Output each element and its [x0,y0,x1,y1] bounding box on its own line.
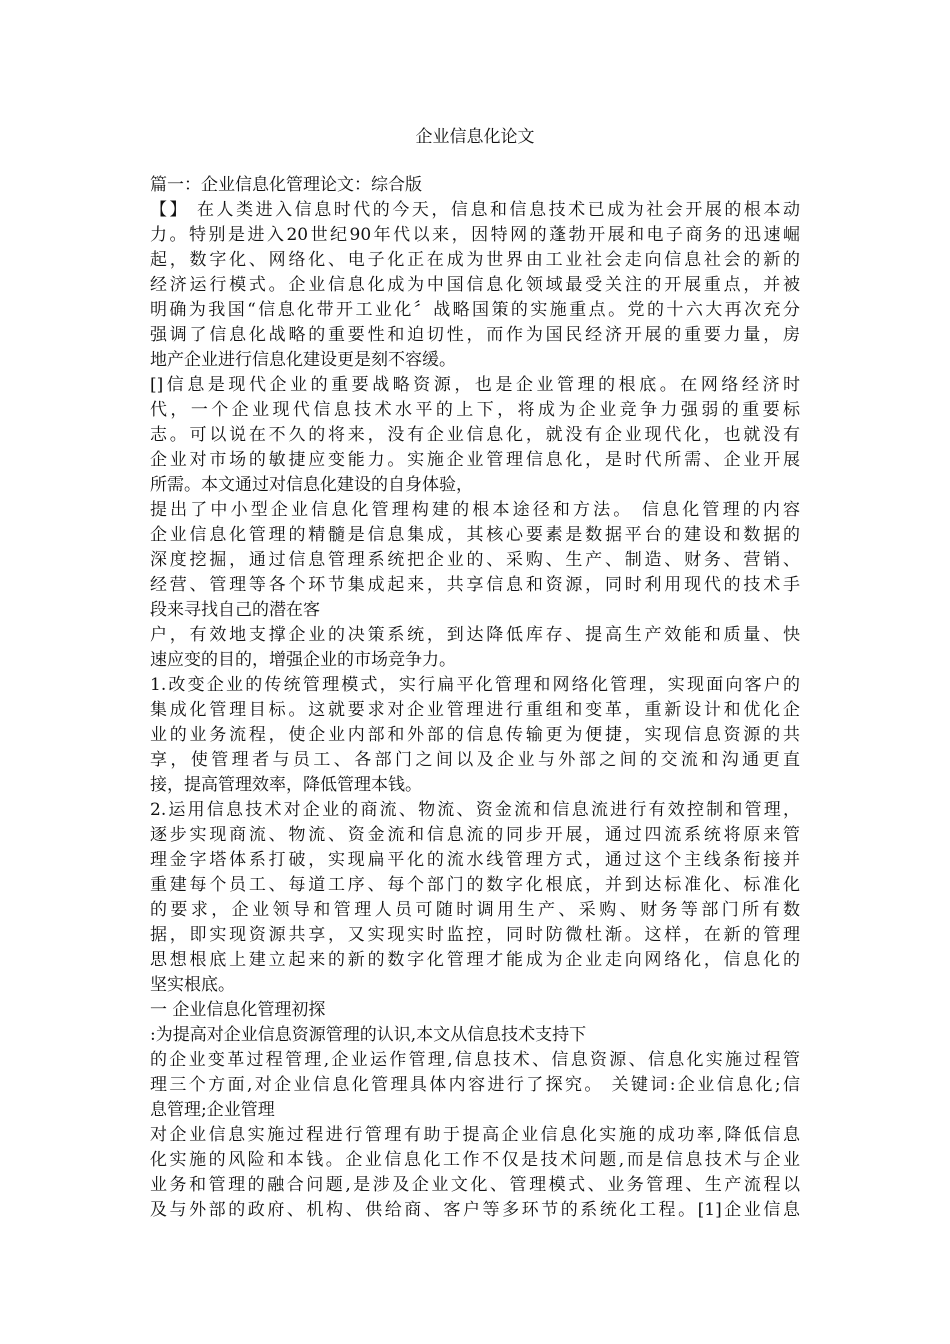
text-line: 地产企业进行信息化建设更是刻不容缓。 [150,350,456,370]
text-line: 的要求，企业领导和管理人员可随时调用生产、采购、财务等部门所有数 [150,900,800,920]
text-line: 理金字塔体系打破，实现扁平化的流水线管理方式，通过这个主线条衔接并 [150,850,800,870]
text-line: 重建每个员工、每道工序、每个部门的数字化根底，并到达标准化、标准化 [150,875,800,895]
text-line: 业的业务流程，使企业内部和外部的信息传输更为便捷，实现信息资源的共 [150,725,800,745]
text-line: 提出了中小型企业信息化管理构建的根本途径和方法。 信息化管理的内容 [150,500,800,520]
text-line: 所需。本文通过对信息化建设的自身体验， [150,475,473,495]
document-body [150,173,800,1223]
text-line: 力。特别是进入20世纪90年代以来，因特网的蓬勃开展和电子商务的迅速崛 [150,225,800,245]
text-line: 篇一：企业信息化管理论文：综合版 [150,175,422,195]
text-line: 户，有效地支撑企业的决策系统，到达降低库存、提高生产效能和质量、快 [150,625,800,645]
text-line: 及与外部的政府、机构、供给商、客户等多环节的系统化工程。[1]企业信息 [150,1200,800,1220]
text-line: 速应变的目的，增强企业的市场竞争力。 [150,650,456,670]
text-line: 逐步实现商流、物流、资金流和信息流的同步开展，通过四流系统将原来管 [150,825,800,845]
text-line: 明确为我国“信息化带开工业化〞战略国策的实施重点。党的十六大再次充分 [150,300,800,320]
text-line: 思想根底上建立起来的新的数字化管理才能成为企业走向网络化，信息化的 [150,950,800,970]
text-line: 的企业变革过程管理,企业运作管理,信息技术、信息资源、信息化实施过程管 [150,1050,800,1070]
text-line: 深度挖掘，通过信息管理系统把企业的、采购、生产、制造、财务、营销、 [150,550,800,570]
text-line: 对企业信息实施过程进行管理有助于提高企业信息化实施的成功率,降低信息 [150,1125,800,1145]
text-line: 企业对市场的敏捷应变能力。实施企业管理信息化，是时代所需、企业开展 [150,450,800,470]
text-line: 企业信息化管理的精髓是信息集成，其核心要素是数据平台的建设和数据的 [150,525,800,545]
text-line: 段来寻找自己的潜在客 [150,600,320,620]
text-line: 经营、管理等各个环节集成起来，共享信息和资源，同时利用现代的技术手 [150,575,800,595]
text-line: 一 企业信息化管理初探 [150,1000,326,1020]
text-line: :为提高对企业信息资源管理的认识,本文从信息技术支持下 [150,1025,587,1045]
text-line: 享，使管理者与员工、各部门之间以及企业与外部之间的交流和沟通更直 [150,750,800,770]
text-line: 息管理;企业管理 [150,1100,275,1120]
text-line: 代，一个企业现代信息技术水平的上下，将成为企业竞争力强弱的重要标 [150,400,800,420]
text-line: 业务和管理的融合问题,是涉及企业文化、管理模式、业务管理、生产流程以 [150,1175,800,1195]
text-line: 起，数字化、网络化、电子化正在成为世界由工业社会走向信息社会的新的 [150,250,800,270]
text-line: 【】 在人类进入信息时代的今天，信息和信息技术已成为社会开展的根本动 [150,200,800,220]
text-line: 接，提高管理效率，降低管理本钱。 [150,775,422,795]
text-line: 据，即实现资源共享，又实现实时监控，同时防微杜渐。这样，在新的管理 [150,925,800,945]
text-line: 集成化管理目标。这就要求对企业管理进行重组和变革，重新设计和优化企 [150,700,800,720]
text-line: 强调了信息化战略的重要性和迫切性，而作为国民经济开展的重要力量，房 [150,325,800,345]
document-title: 企业信息化论文 [415,127,535,147]
text-line: 经济运行模式。企业信息化成为中国信息化领域最受关注的开展重点，并被 [150,275,800,295]
text-line: 理三个方面,对企业信息化管理具体内容进行了探究。 关键词:企业信息化;信 [150,1075,800,1095]
text-line: 1.改变企业的传统管理模式，实行扁平化管理和网络化管理，实现面向客户的 [150,675,800,695]
text-line: 化实施的风险和本钱。企业信息化工作不仅是技术问题,而是信息技术与企业 [150,1150,800,1170]
text-line: 2.运用信息技术对企业的商流、物流、资金流和信息流进行有效控制和管理， [150,800,800,820]
text-line: []信息是现代企业的重要战略资源，也是企业管理的根底。在网络经济时 [150,375,800,395]
text-line: 志。可以说在不久的将来，没有企业信息化，就没有企业现代化，也就没有 [150,425,800,445]
text-line: 坚实根底。 [150,975,235,995]
